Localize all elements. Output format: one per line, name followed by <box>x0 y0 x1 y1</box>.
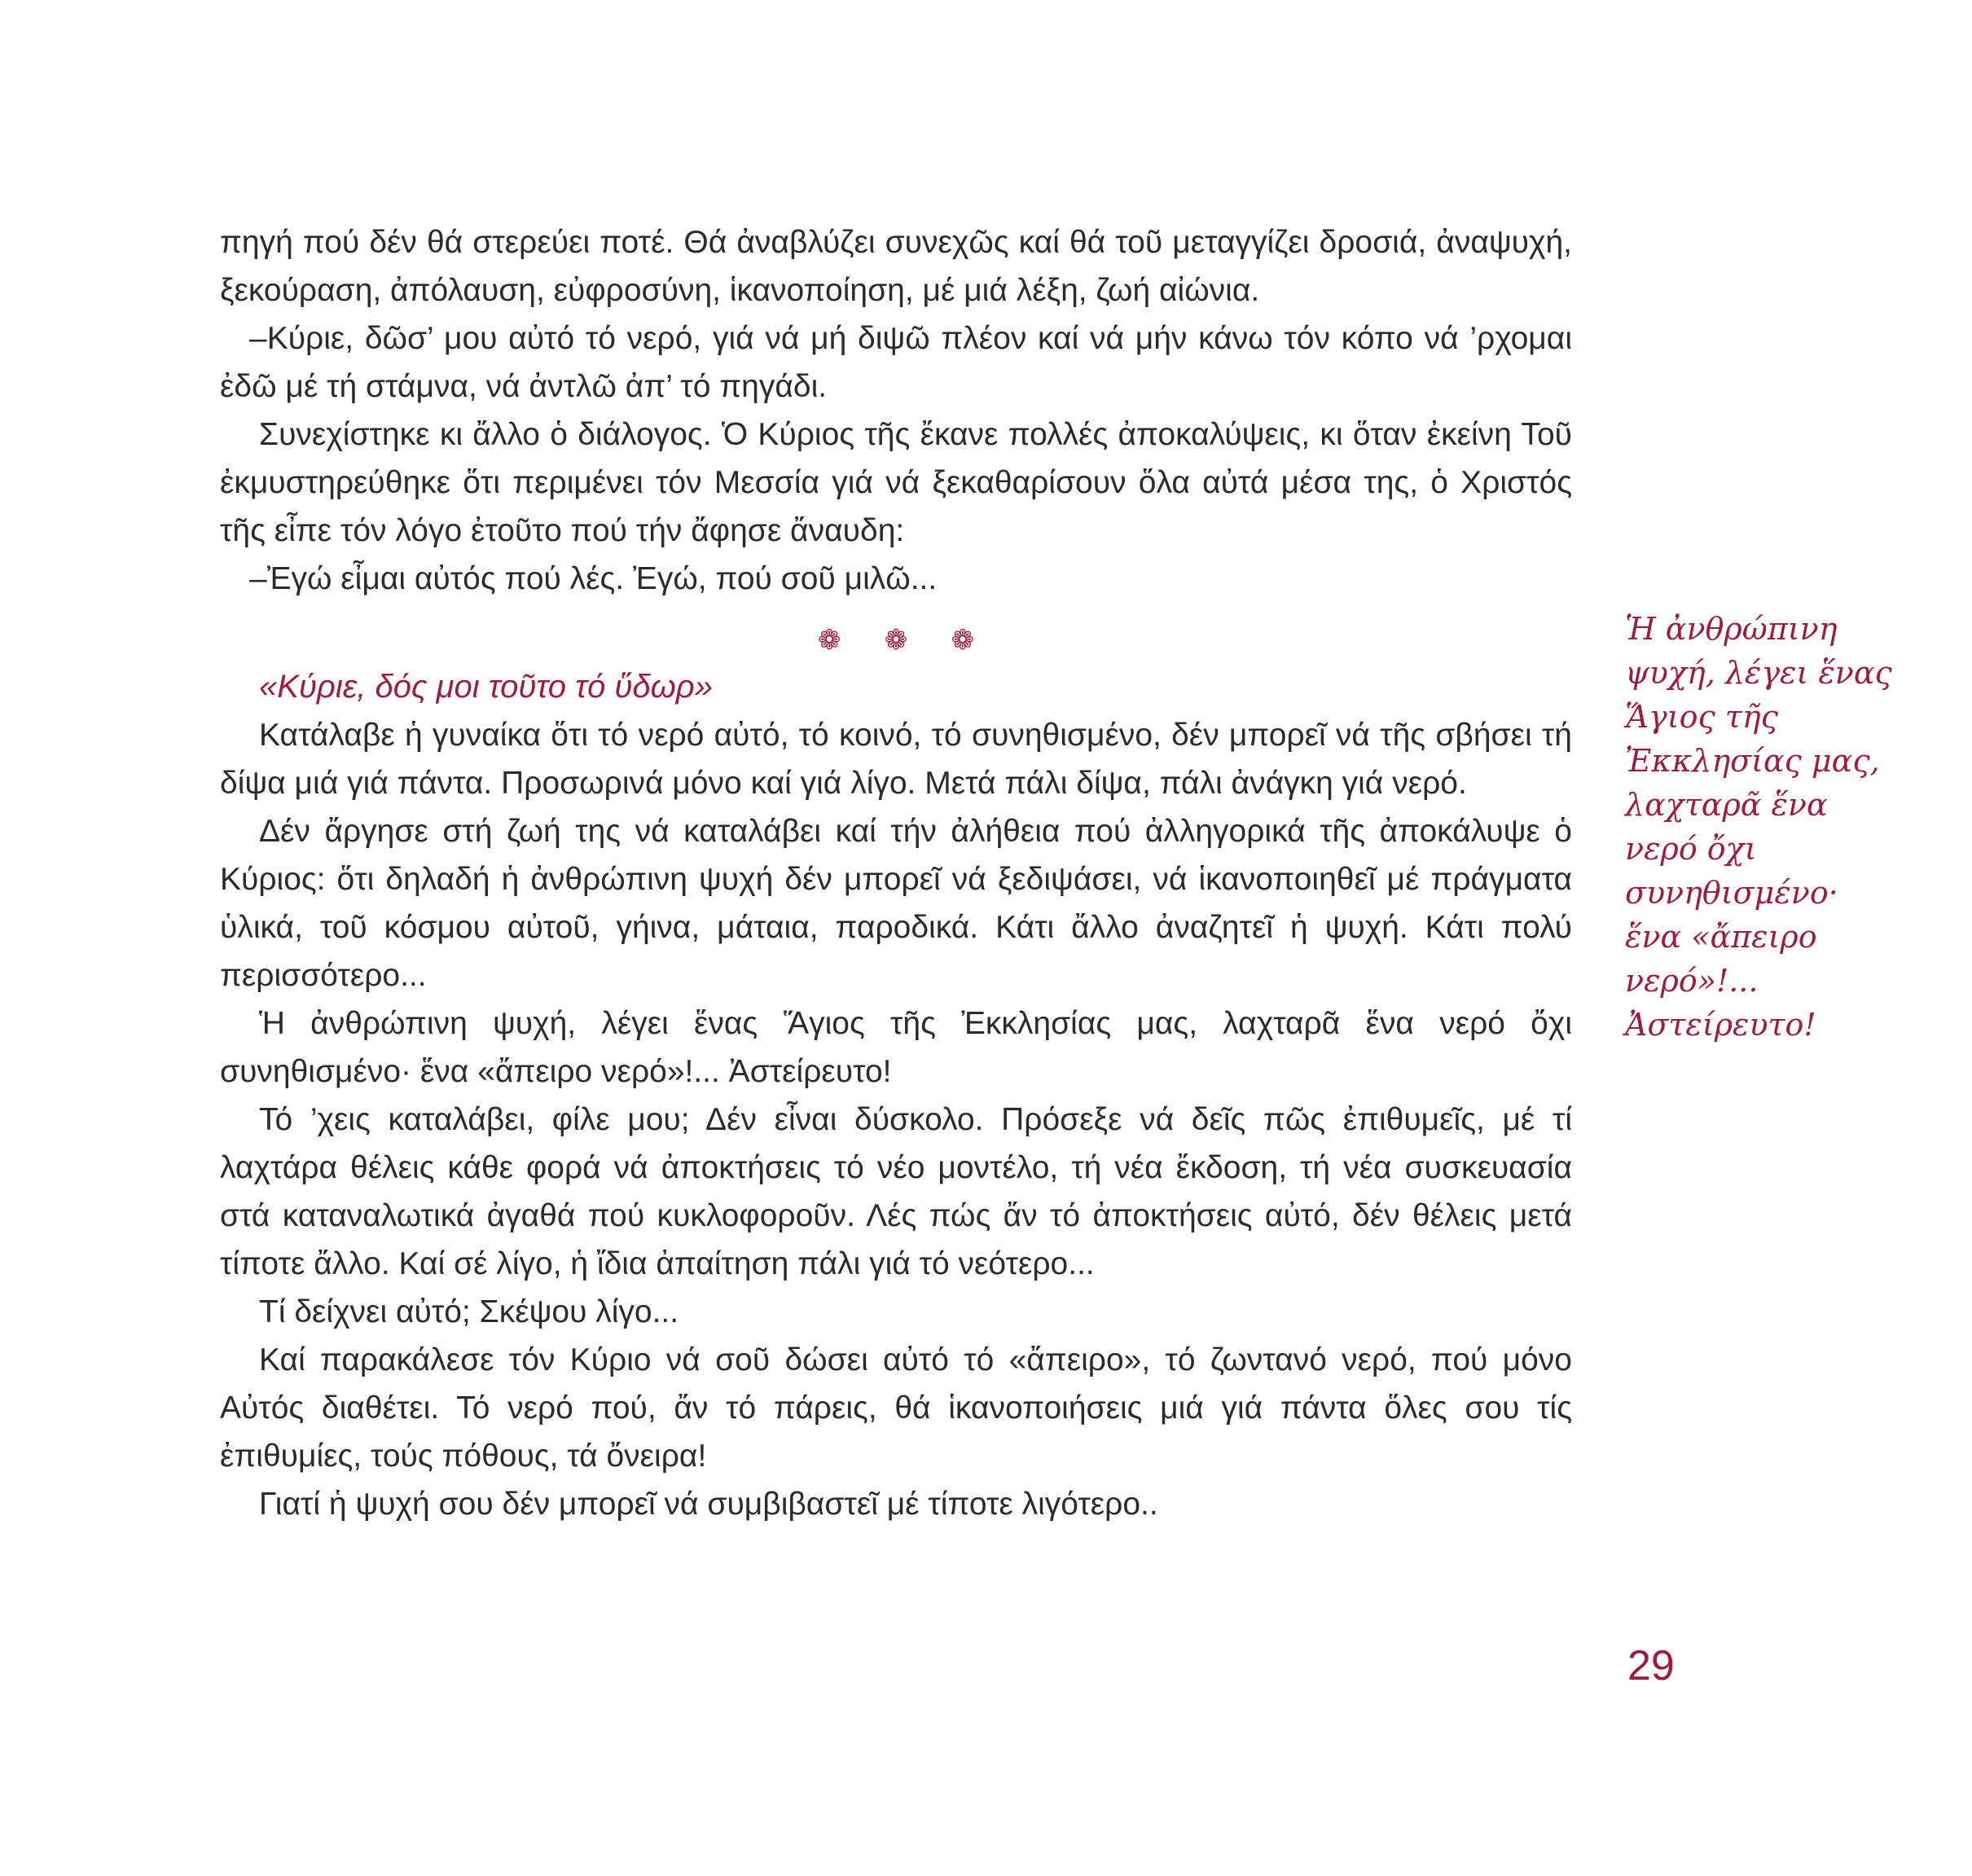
margin-pull-quote: Ἡ ἀνθρώπινη ψυχή, λέγει ἕνας Ἅγιος τῆς Ἐκκλησίας μας, λαχταρᾶ ἕνα νερό ὄχι συνηθισμένο· ἕνα «ἄπειρο νερό»!... Ἀστείρευτο! <box>1625 611 1892 1043</box>
section-subheading: «Κύριε, δός μοι τοῦτο τό ὕδωρ» <box>259 669 713 705</box>
dialogue-line: –Ἐγώ εἶμαι αὐτός πού λές. Ἐγώ, πού σοῦ μιλῶ... <box>249 561 938 596</box>
paragraph: Τί δείχνει αὐτό; Σκέψου λίγο... <box>259 1294 679 1329</box>
paragraph: Γιατί ἡ ψυχή σου δέν μπορεῖ νά συμβιβαστεῖ μέ τίποτε λιγότερο.. <box>259 1487 1158 1522</box>
paragraph: Ἡ ἀνθρώπινη ψυχή, λέγει ἕνας Ἅγιος τῆς Ἐκκλησίας μας, λαχταρᾶ ἕνα νερό ὄχι συνηθισμένο· ἕνα «ἄπειρο νερό»!... Ἀστείρευτο! <box>220 1006 1572 1089</box>
paragraph: Δέν ἄργησε στή ζωή της νά καταλάβει καί τήν ἀλήθεια πού ἀλληγορικά τῆς ἀποκάλυψε ὁ Κύριος: ὅτι δηλαδή ἡ ἀνθρώπινη ψυχή δέν μπορεῖ νά ξεδιψάσει, νά ἱκανοποιηθεῖ μέ πράγματα ὑλικά, τοῦ κόσμου αὐτοῦ, γήινα, μάταια, παροδικά. Κάτι ἄλλο ἀναζητεῖ ἡ ψυχή. Κάτι πολύ περισσότερο... <box>220 814 1572 993</box>
paragraph: Καί παρακάλεσε τόν Κύριο νά σοῦ δώσει αὐτό τό «ἄπειρο», τό ζωντανό νερό, πού μόνο Αὐτός διαθέτει. Τό νερό πού, ἄν τό πάρεις, θά ἱκανοποιήσεις μιά γιά πάντα ὅλες σου τίς ἐπιθυμίες, τούς πόθους, τά ὄνειρα! <box>220 1342 1572 1474</box>
paragraph: Τό ’χεις καταλάβει, φίλε μου; Δέν εἶναι δύσκολο. Πρόσεξε νά δεῖς πῶς ἐπιθυμεῖς, μέ τί λαχτάρα θέλεις κάθε φορά νά ἀποκτήσεις τό νέο μοντέλο, τή νέα ἔκδοση, τή νέα συσκευασία στά καταναλωτικά ἀγαθά πού κυκλοφοροῦν. Λές πώς ἄν τό ἀποκτήσεις αὐτό, δέν θέλεις μετά τίποτε ἄλλο. Καί σέ λίγο, ἡ ἴδια ἀπαίτηση πάλι γιά τό νεότερο... <box>220 1102 1572 1281</box>
main-text-column <box>220 218 1572 1528</box>
paragraph: πηγή πού δέν θά στερεύει ποτέ. Θά ἀναβλύζει συνεχῶς καί θά τοῦ μεταγγίζει δροσιά, ἀναψυχή, ξεκούραση, ἀπόλαυση, εὐφροσύνη, ἱκανοποίηση, μέ μιά λέξη, ζωή αἰώνια. <box>220 225 1572 308</box>
paragraph: Συνεχίστηκε κι ἄλλο ὁ διάλογος. Ὁ Κύριος τῆς ἔκανε πολλές ἀποκαλύψεις, κι ὅταν ἐκείνη Τοῦ ἐκμυστηρεύθηκε ὅτι περιμένει τόν Μεσσία γιά νά ξεκαθαρίσουν ὅλα αὐτά μέσα της, ὁ Χριστός τῆς εἶπε τόν λόγο ἐτοῦτο πού τήν ἄφησε ἄναυδη: <box>220 417 1572 548</box>
paragraph: Κατάλαβε ἡ γυναίκα ὅτι τό νερό αὐτό, τό κοινό, τό συνηθισμένο, δέν μπορεῖ νά τῆς σβήσει τή δίψα μιά γιά πάντα. Προσωρινά μόνο καί γιά λίγο. Μετά πάλι δίψα, πάλι ἀνάγκη γιά νερό. <box>220 718 1572 801</box>
dialogue-line: –Κύριε, δῶσ’ μου αὐτό τό νερό, γιά νά μή διψῶ πλέον καί νά μήν κάνω τόν κόπο νά ’ρχομαι ἐδῶ μέ τή στάμνα, νά ἀντλῶ ἀπ’ τό πηγάδι. <box>220 321 1572 404</box>
section-ornament: ❁ ❁ ❁ <box>817 625 993 656</box>
page-number: 29 <box>1627 1642 1675 1689</box>
